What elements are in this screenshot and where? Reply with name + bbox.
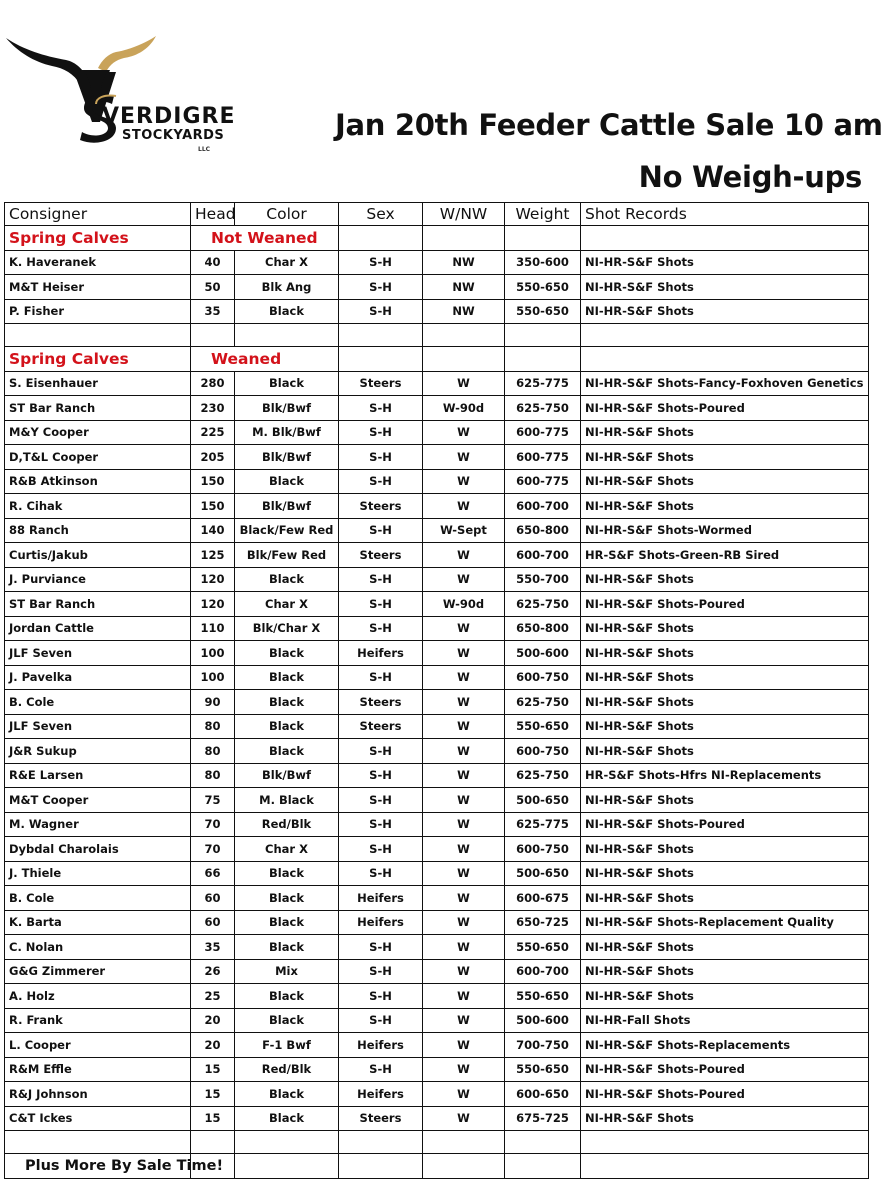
blank-row (5, 324, 869, 347)
cell-wnw: W (423, 494, 505, 519)
table-row (5, 886, 869, 911)
logo-subname: STOCKYARDS (122, 128, 225, 143)
cell-color: Black (235, 739, 339, 764)
cell-wnw: W (423, 567, 505, 592)
cell-sex: S-H (339, 250, 423, 275)
cell-consigner: L. Cooper (5, 1033, 191, 1058)
cell-consigner: M. Wagner (5, 812, 191, 837)
cell-sex: Steers (339, 1106, 423, 1131)
cell-color: Black/Few Red (235, 518, 339, 543)
cell-weight: 650-800 (505, 616, 581, 641)
cell-sex: S-H (339, 959, 423, 984)
cell-wnw: W (423, 371, 505, 396)
cell-consigner: R&M Effle (5, 1057, 191, 1082)
table-row (5, 959, 869, 984)
cell-head: 60 (191, 910, 235, 935)
cell-color: Blk/Bwf (235, 494, 339, 519)
cell-color: Black (235, 665, 339, 690)
cell-consigner: K. Barta (5, 910, 191, 935)
cell-sex: Steers (339, 690, 423, 715)
table-row (5, 518, 869, 543)
cell-sex: Steers (339, 543, 423, 568)
cell-sex: S-H (339, 665, 423, 690)
cell-consigner: Dybdal Charolais (5, 837, 191, 862)
cell-shot-records: NI-HR-S&F Shots (581, 861, 869, 886)
cell-wnw: W (423, 690, 505, 715)
cell-wnw: W (423, 1082, 505, 1107)
cell-shot-records: NI-HR-S&F Shots-Poured (581, 1057, 869, 1082)
cell-color: Blk/Bwf (235, 763, 339, 788)
table-row (5, 861, 869, 886)
cell-wnw: W (423, 812, 505, 837)
section-header-row (5, 226, 869, 251)
cell-wnw: NW (423, 275, 505, 300)
cell-head: 75 (191, 788, 235, 813)
cell-sex: Heifers (339, 910, 423, 935)
cell-weight: 625-750 (505, 396, 581, 421)
cell-wnw: W (423, 1106, 505, 1131)
cell-color: Black (235, 299, 339, 324)
cell-shot-records: NI-HR-S&F Shots (581, 616, 869, 641)
cell-consigner: 88 Ranch (5, 518, 191, 543)
cell-sex: S-H (339, 445, 423, 470)
cell-consigner: D,T&L Cooper (5, 445, 191, 470)
cell-shot-records: NI-HR-Fall Shots (581, 1008, 869, 1033)
cell-sex: Steers (339, 371, 423, 396)
cell-head: 70 (191, 812, 235, 837)
cell-consigner: C. Nolan (5, 935, 191, 960)
cell-weight: 625-775 (505, 371, 581, 396)
cell-head: 80 (191, 714, 235, 739)
cell-sex: S-H (339, 420, 423, 445)
cell-sex: S-H (339, 812, 423, 837)
cell-color: Black (235, 714, 339, 739)
cell-weight: 500-600 (505, 641, 581, 666)
cell-head: 150 (191, 494, 235, 519)
cell-wnw: W (423, 1008, 505, 1033)
cell-head: 25 (191, 984, 235, 1009)
cell-shot-records: NI-HR-S&F Shots (581, 886, 869, 911)
section-label: Spring Calves (5, 226, 191, 251)
table-row (5, 1057, 869, 1082)
cell-consigner: B. Cole (5, 690, 191, 715)
table-row (5, 837, 869, 862)
cell-wnw: W (423, 714, 505, 739)
page-subtitle: No Weigh-ups (638, 160, 862, 194)
stockyards-logo (4, 30, 236, 153)
cell-wnw: W (423, 959, 505, 984)
cell-wnw: W (423, 886, 505, 911)
cell-head: 100 (191, 665, 235, 690)
cell-wnw: W (423, 861, 505, 886)
cell-shot-records: NI-HR-S&F Shots (581, 665, 869, 690)
cell-shot-records: NI-HR-S&F Shots-Poured (581, 592, 869, 617)
cell-head: 110 (191, 616, 235, 641)
cell-head: 70 (191, 837, 235, 862)
cell-head: 90 (191, 690, 235, 715)
table-row (5, 469, 869, 494)
table-row (5, 494, 869, 519)
table-row (5, 641, 869, 666)
table-row (5, 1033, 869, 1058)
col-color: Color (235, 203, 339, 226)
cell-head: 50 (191, 275, 235, 300)
cell-consigner: G&G Zimmerer (5, 959, 191, 984)
cell-sex: Steers (339, 494, 423, 519)
cell-shot-records: NI-HR-S&F Shots (581, 494, 869, 519)
cell-weight: 500-600 (505, 1008, 581, 1033)
cell-color: Black (235, 567, 339, 592)
cell-wnw: W-Sept (423, 518, 505, 543)
cell-head: 125 (191, 543, 235, 568)
table-row (5, 396, 869, 421)
cell-consigner: M&Y Cooper (5, 420, 191, 445)
cell-head: 120 (191, 592, 235, 617)
cell-shot-records: NI-HR-S&F Shots (581, 641, 869, 666)
cell-sex: S-H (339, 396, 423, 421)
table-row (5, 420, 869, 445)
cell-consigner: B. Cole (5, 886, 191, 911)
cell-shot-records: NI-HR-S&F Shots (581, 1106, 869, 1131)
cell-color: Black (235, 1008, 339, 1033)
cell-sex: S-H (339, 592, 423, 617)
table-row (5, 250, 869, 275)
cell-sex: S-H (339, 616, 423, 641)
cell-sex: Steers (339, 714, 423, 739)
cell-weight: 550-650 (505, 714, 581, 739)
cell-sex: Heifers (339, 641, 423, 666)
cell-consigner: P. Fisher (5, 299, 191, 324)
table-row (5, 543, 869, 568)
cell-shot-records: HR-S&F Shots-Hfrs NI-Replacements (581, 763, 869, 788)
cell-shot-records: NI-HR-S&F Shots (581, 714, 869, 739)
cell-wnw: NW (423, 250, 505, 275)
table-row (5, 763, 869, 788)
cell-wnw: NW (423, 299, 505, 324)
cell-wnw: W (423, 665, 505, 690)
cell-consigner: J. Thiele (5, 861, 191, 886)
cell-weight: 600-700 (505, 494, 581, 519)
cell-color: Blk/Few Red (235, 543, 339, 568)
cell-weight: 550-650 (505, 935, 581, 960)
cell-head: 80 (191, 739, 235, 764)
cell-weight: 600-650 (505, 1082, 581, 1107)
cell-wnw: W (423, 837, 505, 862)
cell-wnw: W-90d (423, 396, 505, 421)
cell-shot-records: NI-HR-S&F Shots (581, 445, 869, 470)
col-consigner: Consigner (5, 203, 191, 226)
table-row (5, 371, 869, 396)
table-row (5, 275, 869, 300)
cell-color: Blk/Char X (235, 616, 339, 641)
cell-weight: 600-775 (505, 469, 581, 494)
col-shot-records: Shot Records (581, 203, 869, 226)
cell-sex: S-H (339, 984, 423, 1009)
cell-weight: 550-700 (505, 567, 581, 592)
cell-sex: S-H (339, 567, 423, 592)
cell-wnw: W (423, 445, 505, 470)
cell-wnw: W (423, 641, 505, 666)
cell-head: 35 (191, 299, 235, 324)
cell-head: 35 (191, 935, 235, 960)
table-row (5, 592, 869, 617)
cell-shot-records: NI-HR-S&F Shots-Wormed (581, 518, 869, 543)
cell-head: 230 (191, 396, 235, 421)
cell-color: Black (235, 641, 339, 666)
section-status: Weaned (191, 347, 339, 372)
cell-consigner: Curtis/Jakub (5, 543, 191, 568)
table-row (5, 812, 869, 837)
cell-shot-records: NI-HR-S&F Shots-Poured (581, 812, 869, 837)
cell-wnw: W-90d (423, 592, 505, 617)
cell-shot-records: NI-HR-S&F Shots-Replacement Quality (581, 910, 869, 935)
cell-shot-records: NI-HR-S&F Shots (581, 250, 869, 275)
cell-wnw: W (423, 469, 505, 494)
cell-color: Black (235, 984, 339, 1009)
cell-wnw: W (423, 1033, 505, 1058)
cell-shot-records: NI-HR-S&F Shots (581, 935, 869, 960)
cell-head: 15 (191, 1082, 235, 1107)
cell-weight: 550-650 (505, 1057, 581, 1082)
cell-consigner: J. Pavelka (5, 665, 191, 690)
col-sex: Sex (339, 203, 423, 226)
cell-shot-records: NI-HR-S&F Shots-Poured (581, 396, 869, 421)
cell-sex: S-H (339, 837, 423, 862)
cell-shot-records: NI-HR-S&F Shots (581, 567, 869, 592)
cell-consigner: JLF Seven (5, 714, 191, 739)
cell-consigner: R. Cihak (5, 494, 191, 519)
cell-weight: 550-650 (505, 299, 581, 324)
cell-wnw: W (423, 739, 505, 764)
cell-head: 15 (191, 1106, 235, 1131)
cell-color: Red/Blk (235, 812, 339, 837)
cell-shot-records: NI-HR-S&F Shots-Replacements (581, 1033, 869, 1058)
cell-wnw: W (423, 910, 505, 935)
cell-consigner: R. Frank (5, 1008, 191, 1033)
cell-color: Black (235, 861, 339, 886)
cell-head: 66 (191, 861, 235, 886)
footer-note: Plus More By Sale Time! (5, 1154, 191, 1179)
cell-shot-records: NI-HR-S&F Shots (581, 469, 869, 494)
cell-consigner: ST Bar Ranch (5, 592, 191, 617)
cell-weight: 500-650 (505, 861, 581, 886)
col-weight: Weight (505, 203, 581, 226)
cell-weight: 625-750 (505, 763, 581, 788)
cell-wnw: W (423, 1057, 505, 1082)
cell-head: 150 (191, 469, 235, 494)
cell-sex: S-H (339, 739, 423, 764)
table-row (5, 1106, 869, 1131)
table-row (5, 690, 869, 715)
cell-wnw: W (423, 984, 505, 1009)
cell-weight: 625-750 (505, 690, 581, 715)
cell-weight: 600-750 (505, 837, 581, 862)
cell-consigner: J. Purviance (5, 567, 191, 592)
cell-head: 40 (191, 250, 235, 275)
table-header-row (5, 203, 869, 226)
cell-sex: S-H (339, 763, 423, 788)
cell-head: 140 (191, 518, 235, 543)
cell-shot-records: NI-HR-S&F Shots (581, 299, 869, 324)
cell-consigner: Jordan Cattle (5, 616, 191, 641)
cell-weight: 350-600 (505, 250, 581, 275)
cell-head: 225 (191, 420, 235, 445)
cell-sex: S-H (339, 299, 423, 324)
cell-consigner: J&R Sukup (5, 739, 191, 764)
cell-consigner: JLF Seven (5, 641, 191, 666)
cell-color: M. Blk/Bwf (235, 420, 339, 445)
cell-weight: 700-750 (505, 1033, 581, 1058)
cell-weight: 600-775 (505, 420, 581, 445)
cell-head: 100 (191, 641, 235, 666)
cell-sex: S-H (339, 788, 423, 813)
cell-shot-records: NI-HR-S&F Shots (581, 959, 869, 984)
logo-llc: LLC (198, 146, 211, 153)
table-row (5, 567, 869, 592)
cell-head: 15 (191, 1057, 235, 1082)
footer-row (5, 1154, 869, 1179)
cell-weight: 625-775 (505, 812, 581, 837)
table-row (5, 984, 869, 1009)
cell-shot-records: NI-HR-S&F Shots (581, 984, 869, 1009)
cell-weight: 600-750 (505, 665, 581, 690)
cell-wnw: W (423, 616, 505, 641)
col-wnw: W/NW (423, 203, 505, 226)
cell-consigner: ST Bar Ranch (5, 396, 191, 421)
cell-sex: S-H (339, 1008, 423, 1033)
cell-color: Black (235, 371, 339, 396)
cell-color: Blk/Bwf (235, 445, 339, 470)
table-row (5, 1008, 869, 1033)
cell-wnw: W (423, 420, 505, 445)
cell-shot-records: NI-HR-S&F Shots (581, 690, 869, 715)
cell-consigner: K. Haveranek (5, 250, 191, 275)
cell-sex: S-H (339, 275, 423, 300)
cell-shot-records: NI-HR-S&F Shots (581, 275, 869, 300)
cell-color: F-1 Bwf (235, 1033, 339, 1058)
cell-color: Red/Blk (235, 1057, 339, 1082)
cell-weight: 600-700 (505, 543, 581, 568)
cell-consigner: M&T Heiser (5, 275, 191, 300)
cell-head: 60 (191, 886, 235, 911)
cell-shot-records: NI-HR-S&F Shots (581, 837, 869, 862)
cell-head: 20 (191, 1033, 235, 1058)
cell-head: 26 (191, 959, 235, 984)
section-header-row (5, 347, 869, 372)
table-row (5, 935, 869, 960)
table-row (5, 665, 869, 690)
table-row (5, 299, 869, 324)
cell-weight: 600-675 (505, 886, 581, 911)
cell-weight: 550-650 (505, 275, 581, 300)
table-row (5, 616, 869, 641)
cell-color: Black (235, 1082, 339, 1107)
cell-color: Blk/Bwf (235, 396, 339, 421)
cell-sex: S-H (339, 861, 423, 886)
cell-wnw: W (423, 935, 505, 960)
cell-shot-records: NI-HR-S&F Shots-Poured (581, 1082, 869, 1107)
cell-color: Mix (235, 959, 339, 984)
cell-weight: 675-725 (505, 1106, 581, 1131)
cell-head: 120 (191, 567, 235, 592)
cell-weight: 600-700 (505, 959, 581, 984)
cell-weight: 600-775 (505, 445, 581, 470)
cell-consigner: R&J Johnson (5, 1082, 191, 1107)
cell-consigner: S. Eisenhauer (5, 371, 191, 396)
logo-name: VERDIGRE (102, 104, 236, 129)
cell-weight: 500-650 (505, 788, 581, 813)
cell-color: Black (235, 690, 339, 715)
cell-weight: 650-725 (505, 910, 581, 935)
cell-sex: S-H (339, 935, 423, 960)
cell-head: 205 (191, 445, 235, 470)
cell-sex: S-H (339, 469, 423, 494)
cell-sex: Heifers (339, 886, 423, 911)
cell-color: Black (235, 910, 339, 935)
cell-color: Black (235, 1106, 339, 1131)
cell-color: Char X (235, 837, 339, 862)
table-row (5, 445, 869, 470)
cell-sex: Heifers (339, 1082, 423, 1107)
cell-shot-records: NI-HR-S&F Shots (581, 788, 869, 813)
cell-weight: 550-650 (505, 984, 581, 1009)
cell-consigner: R&E Larsen (5, 763, 191, 788)
cell-head: 80 (191, 763, 235, 788)
cell-color: Black (235, 469, 339, 494)
cell-sex: S-H (339, 1057, 423, 1082)
cell-sex: S-H (339, 518, 423, 543)
cell-color: Blk Ang (235, 275, 339, 300)
cell-consigner: A. Holz (5, 984, 191, 1009)
cell-color: Black (235, 886, 339, 911)
blank-row (5, 1131, 869, 1154)
table-row (5, 910, 869, 935)
cell-consigner: M&T Cooper (5, 788, 191, 813)
cell-weight: 650-800 (505, 518, 581, 543)
table-row (5, 1082, 869, 1107)
cell-shot-records: NI-HR-S&F Shots-Fancy-Foxhoven Genetics (581, 371, 869, 396)
cell-shot-records: NI-HR-S&F Shots (581, 420, 869, 445)
cell-wnw: W (423, 788, 505, 813)
consignment-table (4, 202, 869, 1179)
cell-shot-records: NI-HR-S&F Shots (581, 739, 869, 764)
cell-color: Char X (235, 592, 339, 617)
cell-weight: 600-750 (505, 739, 581, 764)
section-label: Spring Calves (5, 347, 191, 372)
table-row (5, 788, 869, 813)
cell-shot-records: HR-S&F Shots-Green-RB Sired (581, 543, 869, 568)
table-row (5, 714, 869, 739)
cell-color: Black (235, 935, 339, 960)
cell-wnw: W (423, 543, 505, 568)
page-title: Jan 20th Feeder Cattle Sale 10 am (335, 108, 883, 142)
cell-head: 280 (191, 371, 235, 396)
cell-wnw: W (423, 763, 505, 788)
table-row (5, 739, 869, 764)
col-head: Head (191, 203, 235, 226)
cell-color: Char X (235, 250, 339, 275)
section-status: Not Weaned (191, 226, 339, 251)
cell-sex: Heifers (339, 1033, 423, 1058)
cell-weight: 625-750 (505, 592, 581, 617)
cell-consigner: R&B Atkinson (5, 469, 191, 494)
cell-consigner: C&T Ickes (5, 1106, 191, 1131)
cell-head: 20 (191, 1008, 235, 1033)
cell-color: M. Black (235, 788, 339, 813)
